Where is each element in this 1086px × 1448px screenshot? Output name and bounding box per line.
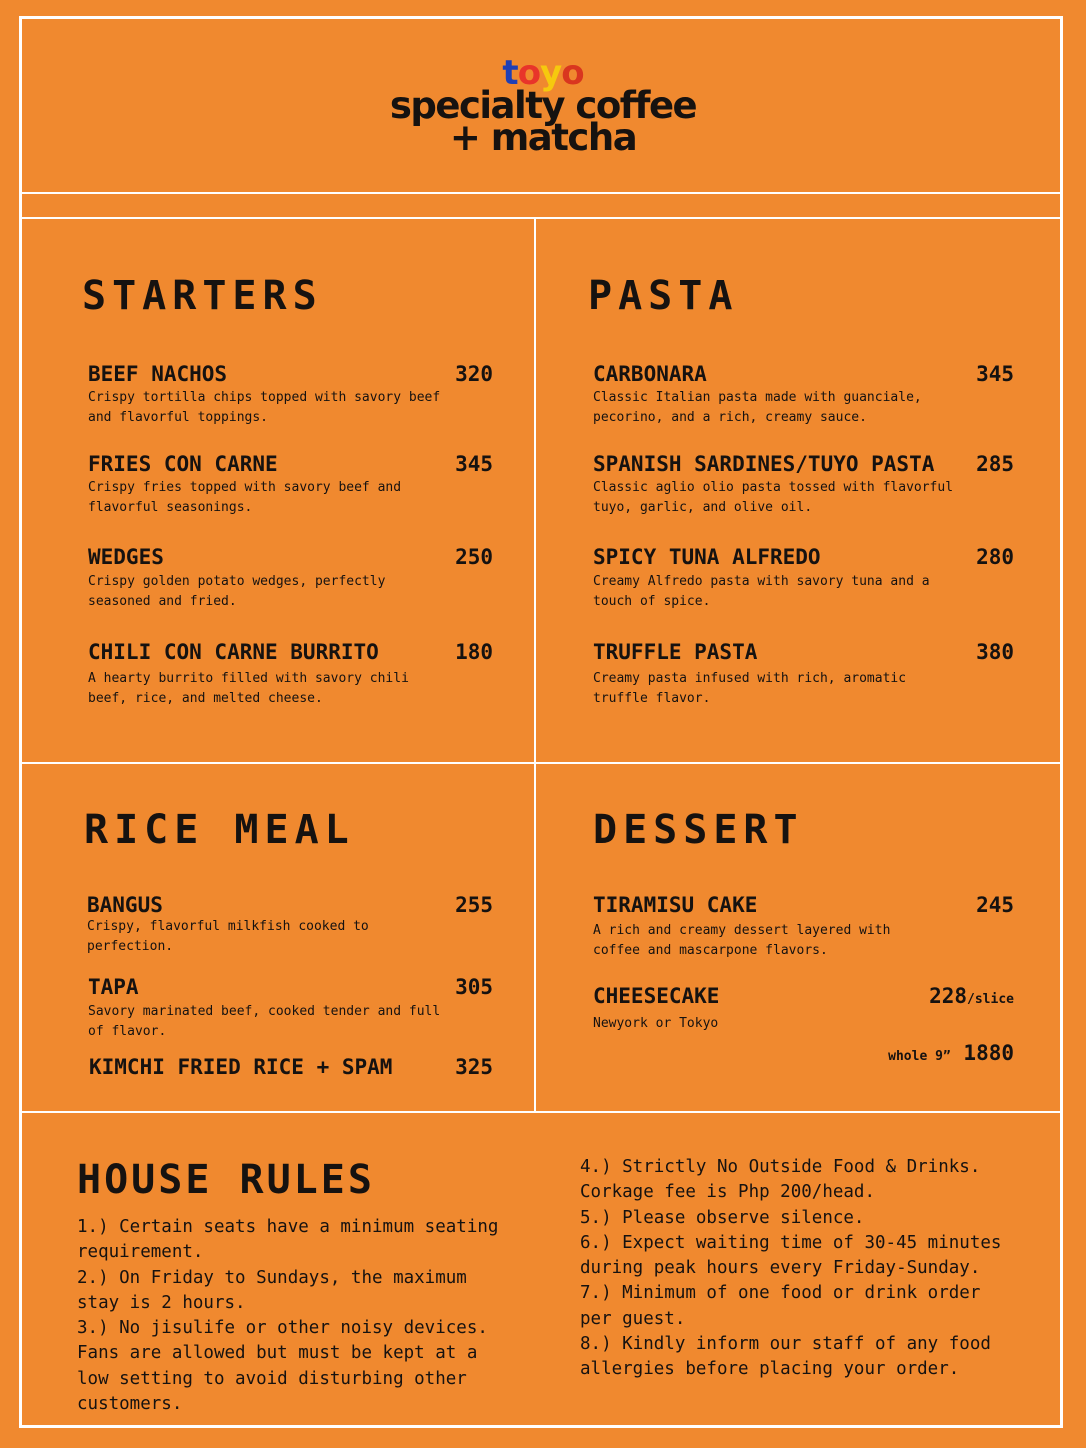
- house-rule: 1.) Certain seats have a minimum seating requirement.: [77, 1217, 499, 1263]
- house-rules-right-column: [580, 1155, 1015, 1383]
- section-title-house-rules: HOUSE RULES: [77, 1157, 375, 1203]
- price-whole-label: whole 9”: [888, 1049, 951, 1064]
- menu-item-price: 305: [455, 975, 493, 999]
- menu-item-description: Creamy Alfredo pasta with savory tuna and a touch of spice.: [593, 574, 930, 609]
- section-title-dessert: DESSERT: [593, 807, 804, 853]
- menu-item-description: Crispy tortilla chips topped with savory beef and flavorful toppings.: [88, 390, 441, 425]
- brand-tagline-1: specialty coffee: [389, 84, 697, 127]
- menu-item-description: Crispy, flavorful milkfish cooked to perfection.: [87, 919, 369, 954]
- house-rule: 4.) Strictly No Outside Food & Drinks. Corkage fee is Php 200/head.: [580, 1157, 981, 1203]
- menu-item-price: 280: [976, 545, 1014, 569]
- house-rule: 7.) Minimum of one food or drink order per guest.: [580, 1283, 981, 1329]
- menu-item-description: Newyork or Tokyo: [593, 1016, 719, 1031]
- divider-vertical: [534, 218, 536, 1112]
- menu-item-price: 325: [455, 1055, 493, 1079]
- menu-item-price: 245: [976, 893, 1014, 917]
- divider-middle: [21, 762, 1062, 764]
- section-title-rice-meal: RICE MEAL: [84, 807, 355, 853]
- divider-header-bottom: [21, 192, 1062, 194]
- menu-item-name: CARBONARA: [593, 362, 707, 386]
- divider-rules-top: [21, 1111, 1062, 1113]
- menu-item-description: Creamy pasta infused with rich, aromatic truffle flavor.: [593, 671, 907, 706]
- menu-item-price: 250: [455, 545, 493, 569]
- price-slice-unit: /slice: [967, 992, 1014, 1007]
- menu-item-price: 255: [455, 893, 493, 917]
- menu-item-price-whole: [840, 1041, 1014, 1069]
- brand-letter: o: [517, 53, 541, 93]
- brand-letter: o: [561, 53, 584, 93]
- menu-item-price: 345: [976, 362, 1014, 386]
- menu-item-name: TIRAMISU CAKE: [593, 893, 758, 917]
- brand-letter: t: [502, 53, 518, 93]
- house-rules-left-column: [77, 1215, 502, 1417]
- menu-item-description: Classic aglio olio pasta tossed with flavorful tuyo, garlic, and olive oil.: [593, 480, 954, 515]
- menu-item-description: A rich and creamy dessert layered with coffee and mascarpone flavors.: [593, 923, 891, 958]
- menu-item-name: TRUFFLE PASTA: [593, 640, 758, 664]
- section-title-starters: STARTERS: [82, 273, 323, 319]
- price-whole-value: 1880: [963, 1041, 1014, 1065]
- menu-item-price: 380: [976, 640, 1014, 664]
- brand-letter: y: [540, 53, 562, 93]
- menu-item-price: 320: [455, 362, 493, 386]
- menu-item-name: TAPA: [88, 975, 139, 999]
- menu-item-price: 285: [976, 452, 1014, 476]
- brand-logo: [0, 53, 1086, 159]
- menu-item-name: KIMCHI FRIED RICE + SPAM: [89, 1055, 393, 1079]
- menu-item-description: A hearty burrito filled with savory chili beef, rice, and melted cheese.: [88, 671, 409, 706]
- menu-item-name: CHEESECAKE: [593, 984, 720, 1008]
- menu-item-price-slice: [880, 984, 1014, 1012]
- house-rule: 3.) No jisulife or other noisy devices. Fans are allowed but must be kept at a low setting to avoid disturbing other customers.: [77, 1318, 488, 1415]
- menu-item-name: BANGUS: [87, 893, 163, 917]
- menu-item-description: Crispy golden potato wedges, perfectly seasoned and fried.: [88, 574, 386, 609]
- menu-item-price: 180: [455, 640, 493, 664]
- house-rule: 2.) On Friday to Sundays, the maximum stay is 2 hours.: [77, 1267, 467, 1313]
- menu-item-description: Classic Italian pasta made with guanciale, pecorino, and a rich, creamy sauce.: [593, 390, 922, 425]
- menu-item-description: Crispy fries topped with savory beef and flavorful seasonings.: [88, 480, 402, 515]
- menu-item-name: CHILI CON CARNE BURRITO: [88, 640, 379, 664]
- house-rule: 5.) Please observe silence.: [580, 1207, 865, 1228]
- menu-item-price: 345: [455, 452, 493, 476]
- menu-item-name: FRIES CON CARNE: [88, 452, 278, 476]
- menu-item-name: BEEF NACHOS: [88, 362, 228, 386]
- menu-item-name: SPICY TUNA ALFREDO: [593, 545, 821, 569]
- menu-item-name: SPANISH SARDINES/TUYO PASTA: [593, 452, 935, 476]
- house-rule: 8.) Kindly inform our staff of any food allergies before placing your order.: [580, 1334, 991, 1380]
- house-rule: 6.) Expect waiting time of 30-45 minutes during peak hours every Friday-Sunday.: [580, 1232, 1002, 1279]
- brand-tagline-2: + matcha: [449, 116, 637, 159]
- price-slice-value: 228: [929, 984, 968, 1008]
- section-title-pasta: PASTA: [588, 273, 739, 319]
- menu-item-name: WEDGES: [88, 545, 164, 569]
- menu-item-description: Savory marinated beef, cooked tender and full of flavor.: [88, 1004, 441, 1039]
- divider-header-band: [21, 217, 1062, 219]
